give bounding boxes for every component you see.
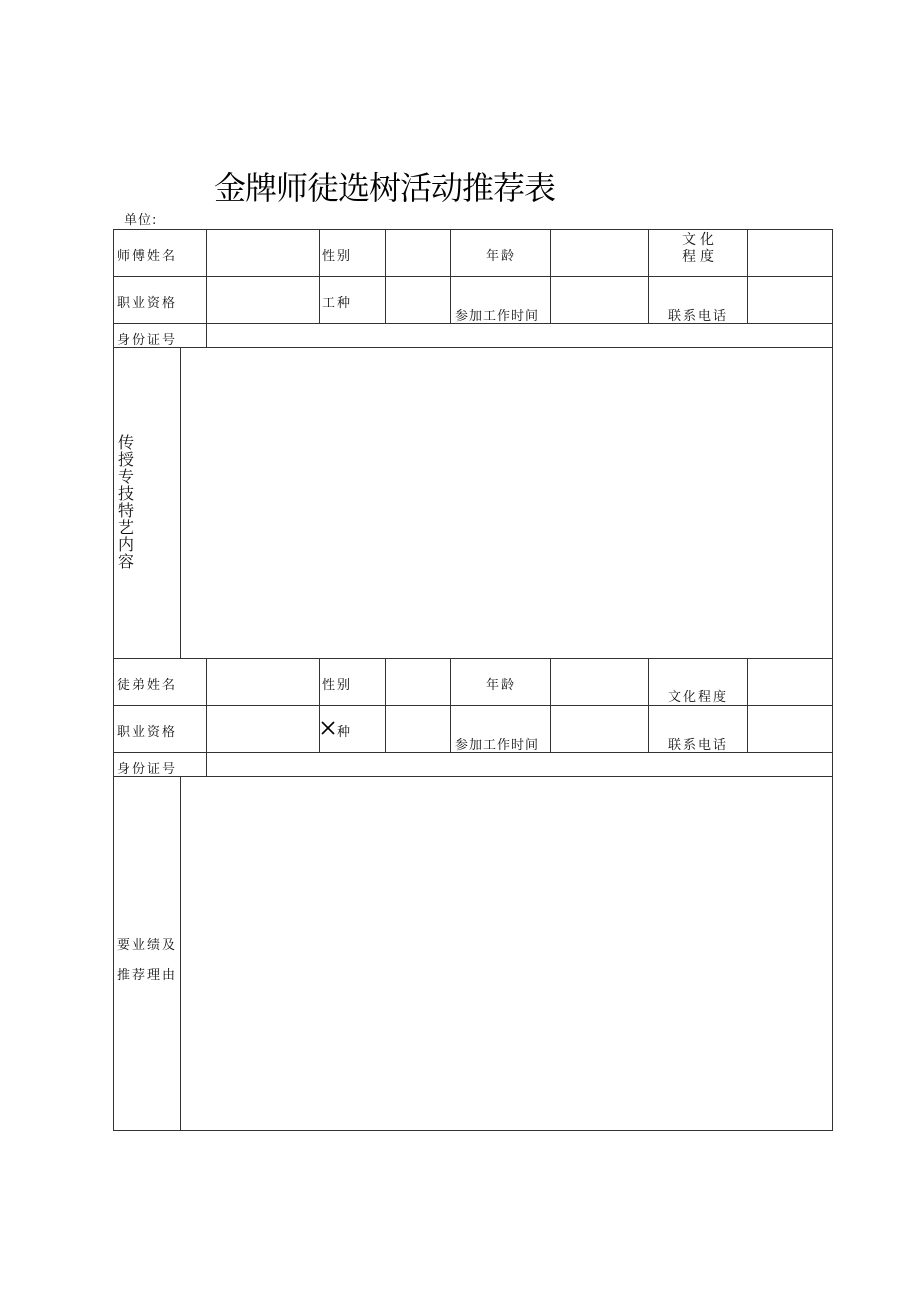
master-phone-label: 联系电话	[668, 309, 729, 324]
master-id-label: 身份证号	[117, 333, 178, 348]
master-trade-label: 工种	[322, 296, 353, 311]
table-col-divider	[385, 229, 386, 324]
master-skills-char: 艺	[117, 518, 134, 537]
apprentice-trade-label: 种	[337, 725, 353, 740]
table-border-bottom	[113, 1130, 833, 1131]
master-qualification-label: 职业资格	[117, 296, 178, 311]
apprentice-reason-label-line2: 推荐理由	[117, 968, 178, 983]
apprentice-reason-label-line1: 要业绩及	[117, 938, 178, 953]
table-col-divider	[450, 229, 451, 324]
unit-label: 单位:	[124, 213, 158, 228]
master-skills-char: 专	[117, 467, 134, 486]
table-row-divider	[113, 276, 833, 277]
master-work-start-label: 参加工作时间	[455, 309, 540, 324]
x-mark-icon	[320, 720, 336, 736]
table-border-left	[113, 229, 114, 1131]
master-age-label: 年龄	[486, 249, 517, 264]
apprentice-name-label: 徒弟姓名	[117, 678, 178, 693]
table-col-divider	[180, 347, 181, 659]
apprentice-qualification-label: 职业资格	[117, 725, 178, 740]
table-col-divider	[206, 229, 207, 324]
table-row-divider	[113, 658, 833, 659]
apprentice-education-label: 文化程度	[668, 690, 729, 705]
table-col-divider	[206, 752, 207, 777]
table-col-divider	[747, 229, 748, 324]
apprentice-work-start-label: 参加工作时间	[455, 738, 540, 753]
master-education-label-line2: 程度	[682, 249, 718, 265]
master-skills-char: 传	[117, 433, 134, 452]
master-skills-char: 内	[117, 535, 134, 554]
table-col-divider	[550, 229, 551, 324]
master-name-label: 师傅姓名	[117, 249, 178, 264]
table-col-divider	[180, 776, 181, 1131]
apprentice-age-label: 年龄	[486, 678, 517, 693]
table-col-divider	[550, 658, 551, 753]
table-border-right	[832, 229, 833, 1131]
table-col-divider	[206, 658, 207, 753]
table-row-divider	[113, 776, 833, 777]
table-col-divider	[648, 229, 649, 324]
table-col-divider	[648, 658, 649, 753]
apprentice-gender-label: 性别	[322, 678, 353, 693]
master-skills-char: 技	[117, 484, 134, 503]
table-col-divider	[747, 658, 748, 753]
table-col-divider	[385, 658, 386, 753]
table-col-divider	[319, 229, 320, 324]
table-col-divider	[450, 658, 451, 753]
table-col-divider	[206, 323, 207, 348]
page-title: 金牌师徒选树活动推荐表	[214, 169, 556, 207]
table-row-divider	[113, 347, 833, 348]
master-skills-char: 容	[117, 552, 134, 571]
master-skills-char: 授	[117, 450, 134, 469]
master-education-label-line1: 文化	[682, 232, 718, 248]
table-row-divider	[113, 705, 833, 706]
master-skills-char: 特	[117, 501, 134, 520]
table-col-divider	[319, 658, 320, 753]
apprentice-phone-label: 联系电话	[668, 738, 729, 753]
apprentice-id-label: 身份证号	[117, 762, 178, 777]
master-gender-label: 性别	[322, 249, 353, 264]
table-border-top	[113, 229, 833, 230]
